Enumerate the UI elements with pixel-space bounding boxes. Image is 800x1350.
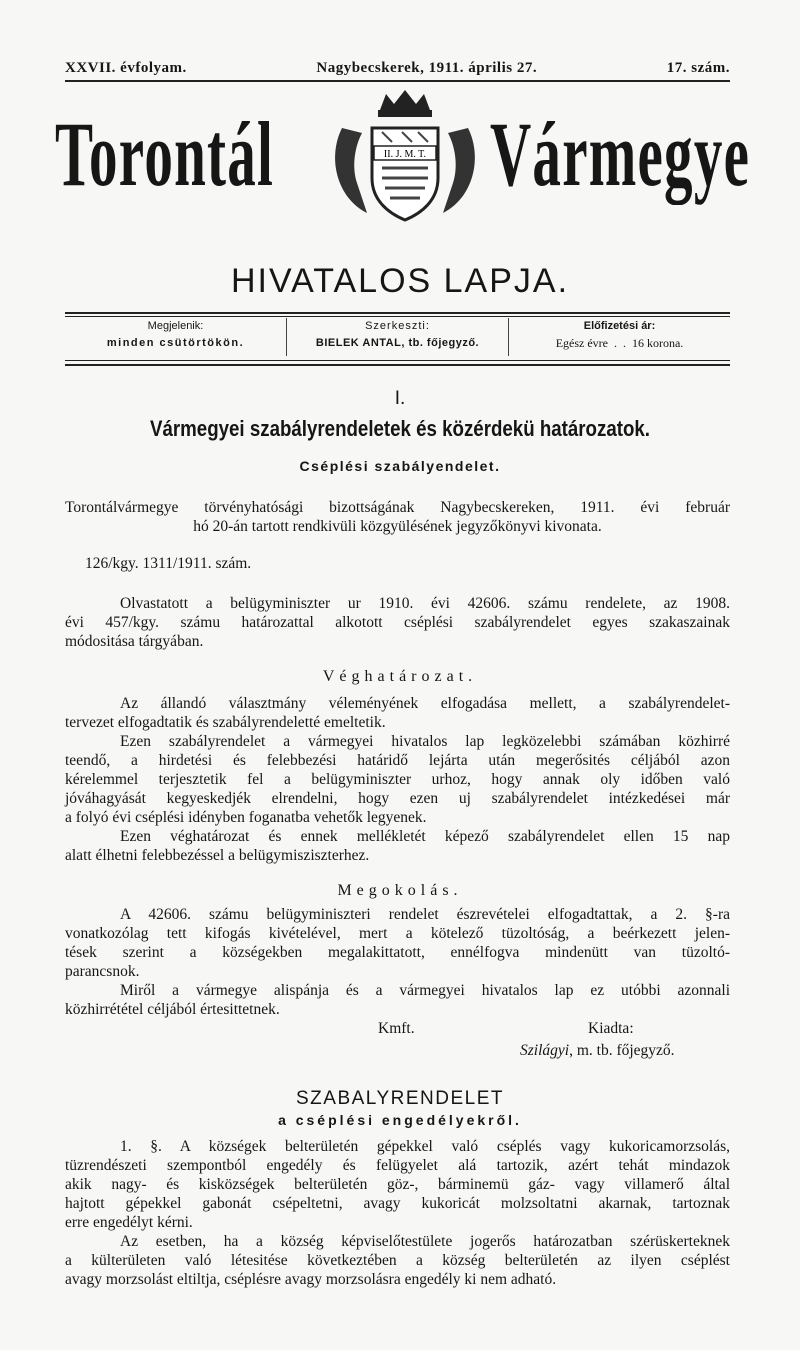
subtitle: HIVATALOS LAPJA.: [230, 262, 570, 300]
text-line: kérelemmel terjesztetik fel a belügyminiszter urhoz, hogy annak oly időben való: [65, 771, 730, 788]
divider: [65, 312, 730, 314]
text-line: Miről a vármegye alispánja és a vármegyei hivatalos lap ez utóbbi azonnali: [120, 982, 730, 999]
signatory-title: , m. tb. főjegyző.: [569, 1042, 675, 1059]
text-line: Torontálvármegye törvényhatósági bizottságának Nagybecskereken, 1911. évi február: [65, 499, 730, 516]
veghatarozat-title: Véghatározat.: [322, 668, 478, 685]
text-line: a külterületen való létesitése következtében a község belterületén az ilyen cséplést: [65, 1252, 730, 1269]
paragraph: [65, 827, 730, 865]
paragraph: [65, 694, 730, 732]
veghatarozat-body: [65, 694, 730, 865]
paragraph: [65, 732, 730, 827]
text-line: Ezen szabályrendelet a vármegyei hivatalos lap legközelebbi számában közhirré: [120, 733, 730, 750]
coat-of-arms-icon: [322, 88, 488, 228]
paragraph: [65, 498, 730, 536]
text-line: hajtott gépekkel gabonát csépeltetni, avagy kukoricát molzsoltatni akarnak, tartoznak: [65, 1195, 730, 1212]
text-line: jóváhagyását kegyeskedjék elrendelni, hogy ezen uj szabályrendelet intézkedései már: [65, 790, 730, 807]
text-line: erre engedélyt kérni.: [65, 1214, 193, 1231]
text-line: Olvastatott a belügyminiszter ur 1910. évi 42606. számu rendelete, az 1908.: [120, 595, 730, 612]
divider: [65, 360, 730, 361]
text-line: parancsnok.: [65, 963, 140, 980]
text-line: alatt élhetni felebbezéssel a belügymisziszterhez.: [65, 847, 370, 864]
text-line: hó 20-án tartott rendkivüli közgyülésének jegyzőkönyvi kivonata.: [193, 518, 602, 535]
regulation-body: [65, 1137, 730, 1289]
text-line: tervezet elfogadtatik és szabályrendeletté emeltetik.: [65, 714, 386, 731]
text-line: Az esetben, ha a község képviselőtestülete jogerős határozatban szérüskerteknek: [120, 1233, 730, 1250]
crest-text: II. J. M. T.: [383, 149, 427, 160]
paragraph: [65, 905, 730, 981]
paragraph: [65, 981, 730, 1019]
signatory: [520, 1042, 675, 1060]
regulation-subtitle: a cséplési engedélyekről.: [278, 1112, 522, 1128]
text-line: vonatkozólag tett kifogás kivételével, mert a kötelező tüzoltóság, a beérkezett jelen-: [65, 925, 730, 942]
section-heading: Vármegyei szabályrendeletek és közérdekü határozatok.: [150, 416, 650, 441]
paragraph: [65, 1232, 730, 1289]
published-info: [65, 318, 286, 356]
paragraph: [65, 594, 730, 651]
intro: [65, 498, 730, 536]
section-number: I.: [394, 388, 406, 409]
price-label: Előfizetési ár:: [583, 320, 656, 332]
text-line: Ezen véghatározat és ennek mellékletét képező szabályrendelet ellen 15 nap: [120, 828, 730, 845]
title-left: Torontál: [55, 103, 275, 205]
paragraph: [65, 594, 730, 651]
title-right: Vármegye: [490, 103, 751, 205]
divider: [65, 316, 730, 317]
price-value: Egész évre . . 16 korona.: [555, 336, 684, 350]
volume: XXVII. évfolyam.: [65, 60, 187, 76]
info-box: [65, 318, 730, 356]
text-line: A 42606. számu belügyminiszteri rendelet észrevételei elfogadtattak, a 2. §-ra: [120, 906, 730, 923]
text-line: tések szerint a községekben megalakittatott, ennélfogva mindenütt van tüzoltó-: [65, 944, 730, 961]
published-label: Megjelenik:: [147, 320, 204, 332]
text-line: tüzrendészeti szempontból engedély és felügyelet alá tartozik, azért tehát mindazok: [65, 1157, 730, 1174]
issue-number: 17. szám.: [666, 60, 730, 76]
text-line: avagy morzsolást eltiltja, cséplésre avagy morzsolásra engedély ki nem adható.: [65, 1271, 557, 1288]
divider: [65, 364, 730, 366]
editor-value: BIELEK ANTAL, tb. főjegyző.: [315, 337, 480, 349]
text-line: módositása tárgyában.: [65, 633, 204, 650]
divider: [65, 80, 730, 82]
megokolas-title: Megokolás.: [337, 882, 463, 899]
text-line: akik nagy- és kisközségek belterületén göz-, bárminemü gáz- vagy villamerő által: [65, 1176, 730, 1193]
text-line: teendő, a hirdetési és felebbezési határidő lejárta után megerősités céljából azon: [65, 752, 730, 769]
price-info: [509, 318, 730, 356]
editor-label: Szerkeszti:: [365, 320, 430, 332]
text-line: 1. §. A községek belterületén gépekkel való cséplés vagy kukoricamorzsolás,: [120, 1138, 730, 1155]
megokolas-body: [65, 905, 730, 1019]
kiadta: Kiadta:: [588, 1020, 634, 1037]
regulation-title: SZABALYRENDELET: [296, 1088, 504, 1109]
masthead: [65, 60, 730, 77]
paragraph: [65, 1137, 730, 1232]
text-line: Az állandó választmány véleményének elfogadása mellett, a szabályrendelet-: [120, 695, 730, 712]
reference: 126/kgy. 1311/1911. szám.: [85, 555, 252, 572]
text-line: közhirrététel céljából értesittetnek.: [65, 1001, 280, 1018]
signatory-name: Szilágyi: [520, 1042, 570, 1059]
text-line: évi 457/kgy. számu határozattal alkotott cséplési szabályrendelet egyes szakaszainak: [65, 614, 730, 631]
section-subheading: Cséplési szabályendelet.: [299, 458, 501, 474]
place-date: Nagybecskerek, 1911. április 27.: [316, 60, 538, 76]
editor-info: [287, 318, 508, 356]
kmft: Kmft.: [378, 1020, 415, 1037]
text-line: a folyó évi cséplési idényben foganatba vehetők legyenek.: [65, 809, 427, 826]
published-value: minden csütörtökön.: [106, 337, 245, 349]
